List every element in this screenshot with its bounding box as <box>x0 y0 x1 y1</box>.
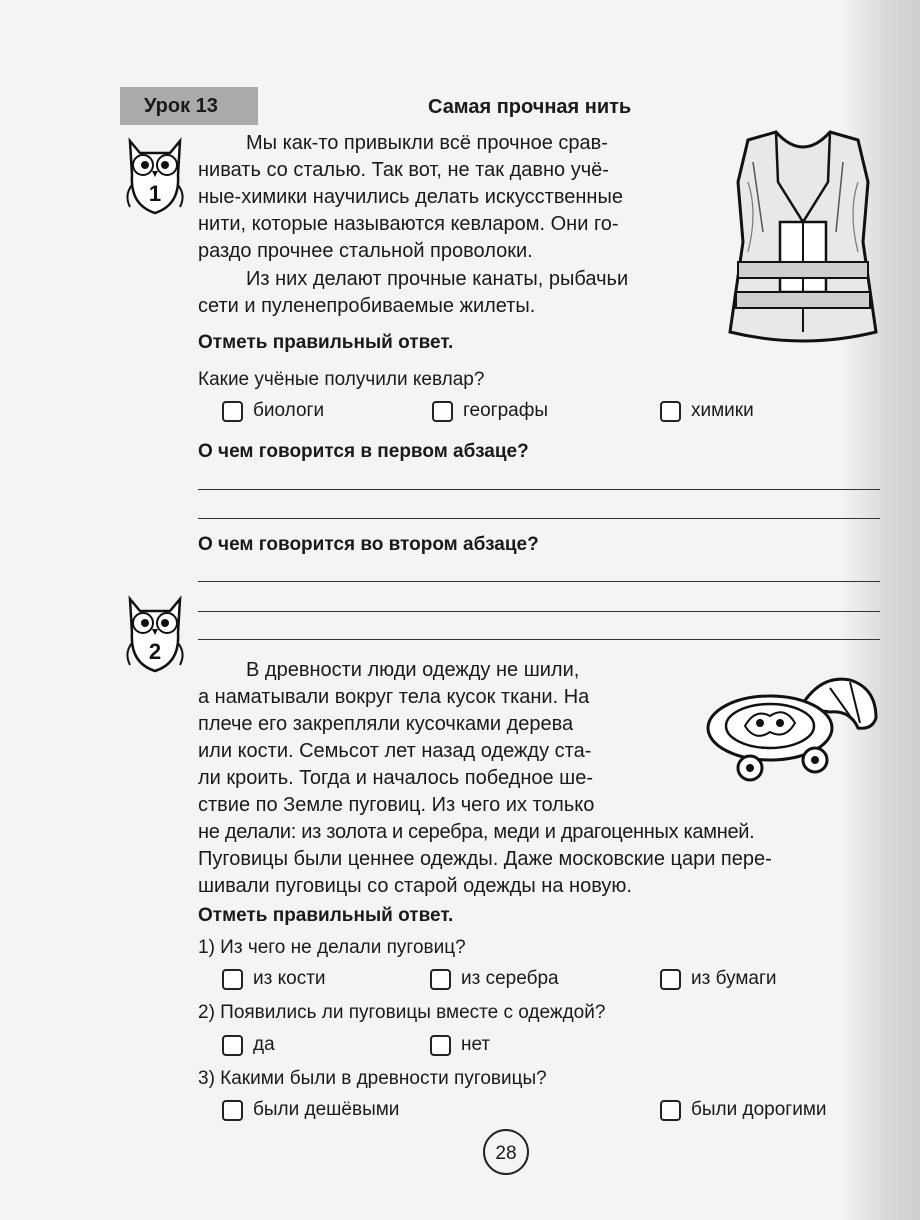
page-number: 28 <box>483 1129 529 1175</box>
svg-text:2: 2 <box>148 639 162 664</box>
lesson-label: Урок 13 <box>120 87 258 125</box>
answer-line[interactable] <box>198 611 880 612</box>
question-second-paragraph: О чем говорится во втором абзаце? <box>198 534 539 555</box>
owl-icon-1 <box>122 135 188 217</box>
checkbox[interactable] <box>430 1035 451 1056</box>
option-biologists[interactable]: биологи <box>222 400 324 422</box>
question-first-paragraph: О чем говорится в первом абзаце? <box>198 441 529 462</box>
option-chemists[interactable]: химики <box>660 400 754 422</box>
answer-line[interactable] <box>198 489 880 490</box>
exercise2-instruction: Отметь правильный ответ. <box>198 905 454 926</box>
option-no[interactable]: нет <box>430 1034 490 1056</box>
checkbox[interactable] <box>222 401 243 422</box>
checkbox[interactable] <box>222 1100 243 1121</box>
option-yes[interactable]: да <box>222 1034 275 1056</box>
checkbox[interactable] <box>222 1035 243 1056</box>
answer-line[interactable] <box>198 581 880 582</box>
exercise2-paragraph: В древности люди одежду не шили, а наматывали вокруг тела кусок ткани. На плече его закрепляли кусочками дерева или кости. Семьсот лет назад одежду ста- ли кроить. Тогда и началось победное ше- ствие по Земле пуговиц. Из чего их только не делали: из золота и серебра, меди и драгоценных камней. Пуговицы были ценнее одежды. Даже московские цари пере- шивали пуговицы со старой одежды на новую. <box>198 659 772 897</box>
owl-icon-2 <box>122 593 188 675</box>
checkbox[interactable] <box>432 401 453 422</box>
hat-and-buttons-drawing <box>700 668 882 786</box>
checkbox[interactable] <box>430 969 451 990</box>
option-silver[interactable]: из серебра <box>430 968 559 990</box>
answer-line[interactable] <box>198 639 880 640</box>
exercise1-instruction: Отметь правильный ответ. <box>198 332 454 353</box>
svg-text:1: 1 <box>148 181 162 206</box>
option-expensive[interactable]: были дорогими <box>660 1099 827 1121</box>
option-cheap[interactable]: были дешёвыми <box>222 1099 399 1121</box>
exercise2-question3: 3) Какими были в древности пуговицы? <box>198 1068 547 1089</box>
option-bone[interactable]: из кости <box>222 968 326 990</box>
checkbox[interactable] <box>660 969 681 990</box>
checkbox[interactable] <box>660 1100 681 1121</box>
checkbox[interactable] <box>222 969 243 990</box>
exercise2-question1: 1) Из чего не делали пуговиц? <box>198 937 466 958</box>
exercise1-paragraph1: Мы как-то привыкли всё прочное срав- нивать со сталью. Так вот, не так давно учё- ные-химики научились делать искусственные нити, которые называются кевларом. Они го- раздо прочнее стальной проволоки. <box>198 132 623 262</box>
option-geographers[interactable]: географы <box>432 400 548 422</box>
bulletproof-vest-drawing <box>718 122 888 354</box>
option-paper[interactable]: из бумаги <box>660 968 777 990</box>
checkbox[interactable] <box>660 401 681 422</box>
exercise1-paragraph2: Из них делают прочные канаты, рыбачьи сети и пуленепробиваемые жилеты. <box>198 268 629 317</box>
page-title: Самая прочная нить <box>428 96 632 118</box>
exercise2-question2: 2) Появились ли пуговицы вместе с одеждой? <box>198 1002 606 1023</box>
exercise1-question: Какие учёные получили кевлар? <box>198 369 485 390</box>
answer-line[interactable] <box>198 518 880 519</box>
